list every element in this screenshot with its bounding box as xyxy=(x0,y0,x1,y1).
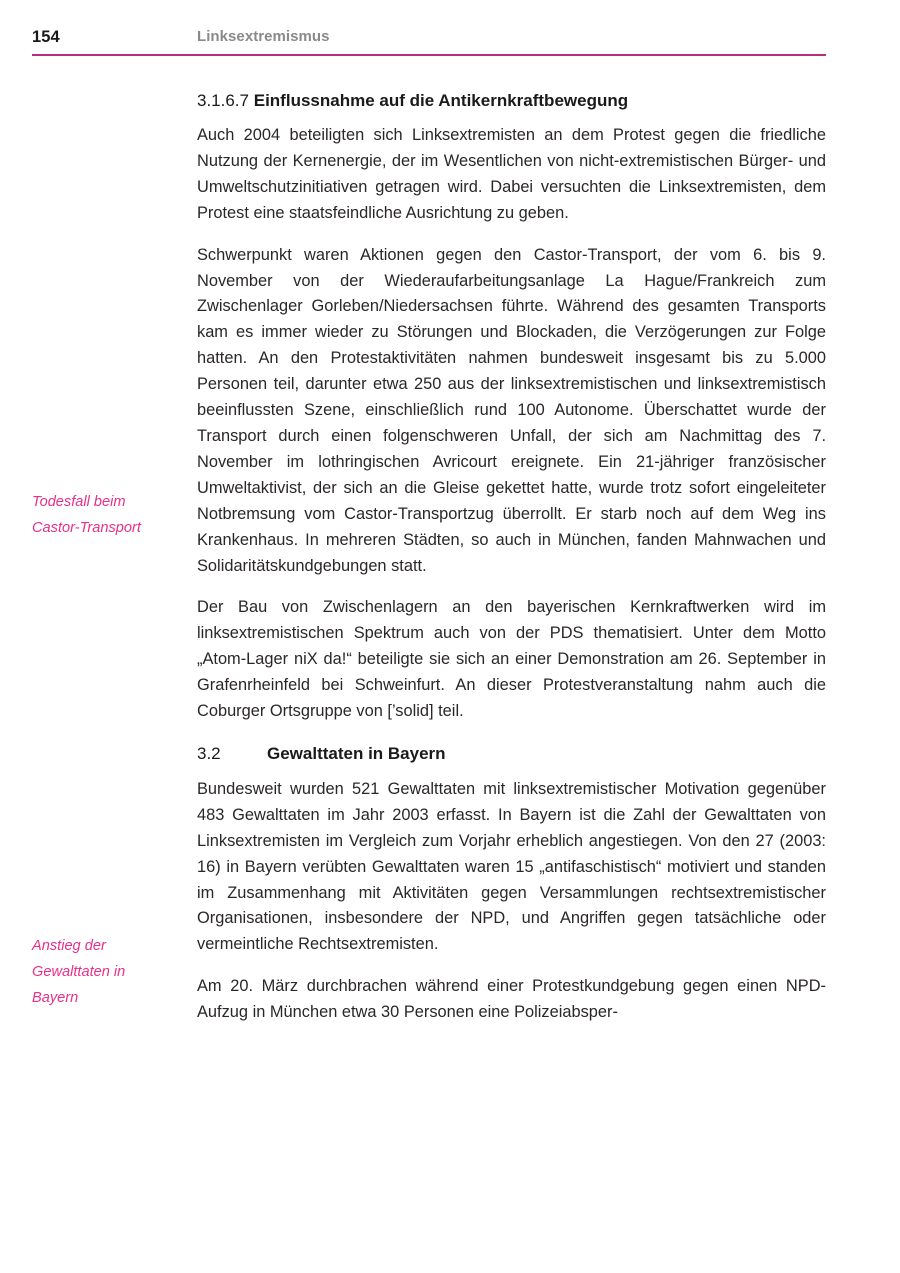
paragraph-1: Auch 2004 beteiligten sich Linksextremisten an dem Protest gegen die friedliche Nutzung der Kernenergie, der im Wesentlichen von nicht-extremistischen Bürger- und Umweltschutzinitiativen getragen wird. Dabei versuchten die Linksextremisten, dem Protest eine staatsfeindliche Ausrichtung zu geben. xyxy=(197,126,826,222)
paragraph-5: Am 20. März durchbrachen während einer Protestkundgebung gegen einen NPD-Aufzug in München etwa 30 Personen eine Polizeiabsper- xyxy=(197,977,826,1022)
running-title: Linksextremismus xyxy=(197,28,330,45)
margin-note-line: Todesfall beim xyxy=(32,494,126,510)
paragraph-4: Bundesweit wurden 521 Gewalttaten mit linksextremistischer Motivation gegenüber 483 Gewalttaten im Jahr 2003 erfasst. In Bayern ist die Zahl der Gewalttaten von Linksextremisten im Vergleich zum Vorjahr erheblich angestiegen. Von den 27 (2003: 16) in Bayern verübten Gewalttaten waren 15 „antifaschistisch“ motiviert und standen im Zusammenhang mit Aktivitäten gegen Versammlungen rechtsextremistischer Organisationen, insbesondere der NPD, und Angriffen gegen tatsächliche oder vermeintliche Rechtsextremisten. xyxy=(197,779,826,954)
section-number: 3.2 xyxy=(197,743,221,763)
section-heading xyxy=(197,741,826,767)
page-header xyxy=(32,26,826,52)
subsection-title: Einflussnahme auf die Antikernkraftbewegung xyxy=(253,91,629,110)
margin-note-line: Gewalttaten in xyxy=(32,963,126,980)
text-column xyxy=(197,88,826,1026)
section-title: Gewalttaten in Bayern xyxy=(267,743,446,763)
margin-note-line: Castor-Transport xyxy=(32,519,141,536)
margin-note-line: Bayern xyxy=(32,989,79,1006)
paragraph-2: Schwerpunkt waren Aktionen gegen den Castor-Transport, der vom 6. bis 9. November von der Wiederaufarbeitungsanlage La Hague/Frankreich zum Zwischenlager Gorleben/Niedersachsen führte. Während des gesamten Transports kam es immer wieder zu Störungen und Blockaden, die Verzögerungen zur Folge hatten. An den Protestaktivitäten nahmen bundesweit insgesamt bis zu 5.000 Personen teil, darunter etwa 250 aus der linksextremistischen und linksextremistisch beeinflussten Szene, einschließlich rund 100 Autonome. Überschattet wurde der Transport durch einen folgenschweren Unfall, der sich am Nachmittag des 7. November im lothringischen Avricourt ereignete. Ein 21-jähriger französischer Umweltaktivist, der sich an die Gleise gekettet hatte, wurde trotz sofort eingeleiteter Notbremsung vom Castor-Transportzug überrollt. Er starb noch auf dem Weg ins Krankenhaus. In mehreren Städten, so auch in München, fanden Mahnwachen und Solidaritätskundgebungen statt. xyxy=(197,245,826,575)
subsection-number: 3.1.6.7 xyxy=(197,91,249,110)
subsection-heading xyxy=(197,88,826,114)
header-rule xyxy=(32,54,826,56)
page-number: 154 xyxy=(32,28,60,46)
margin-note-line: Anstieg der xyxy=(32,938,106,954)
margin-note-anstieg xyxy=(32,934,182,1012)
paragraph-3: Der Bau von Zwischenlagern an den bayerischen Kernkraftwerken wird im linksextremistischen Spektrum auch von der PDS thematisiert. Unter dem Motto „Atom-Lager niX da!“ beteiligte sie sich an einer Demonstration am 26. September in Grafenrheinfeld bei Schweinfurt. An dieser Protestveranstaltung nahm auch die Coburger Ortsgruppe von [’solid] teil. xyxy=(197,598,826,721)
margin-note-todesfall xyxy=(32,490,182,542)
